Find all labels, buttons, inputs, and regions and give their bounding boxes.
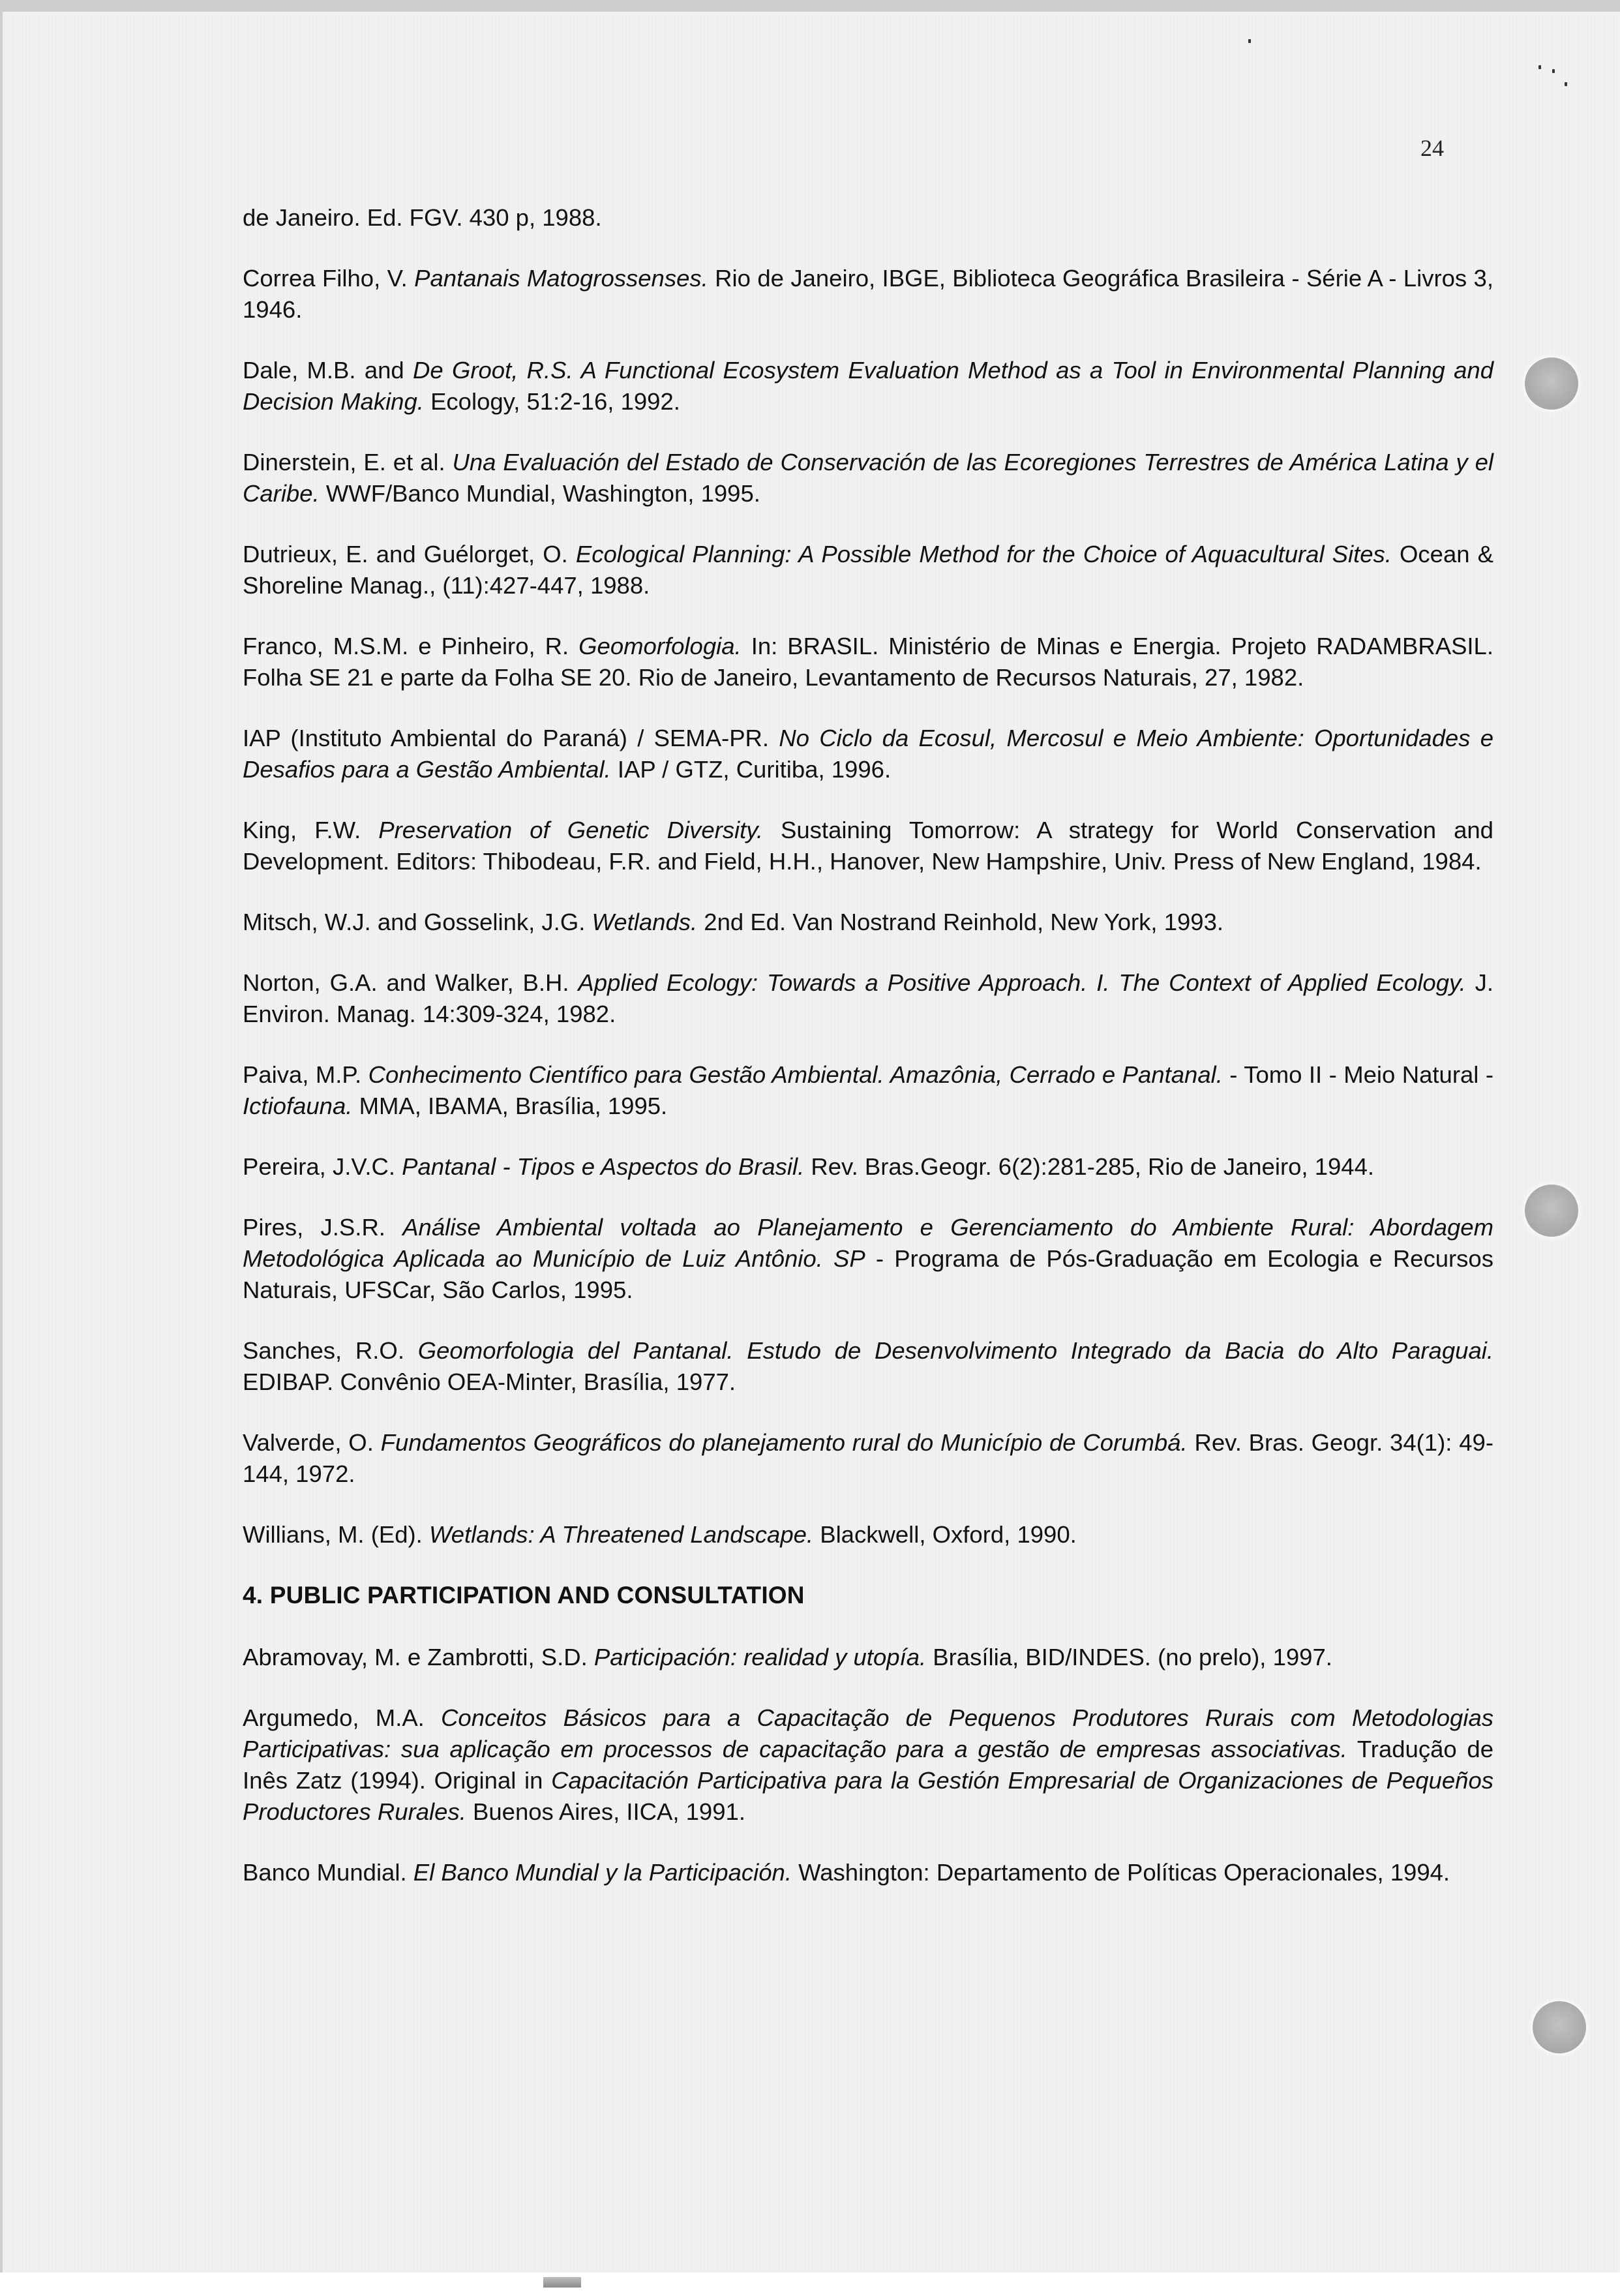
scan-speck [1538,65,1541,69]
reference-entry [243,723,1493,785]
reference-text: Rev. Bras. Geogr. 34(1): 49-144, 1972. [243,1429,1493,1487]
reference-text: Tradução de Inês Zatz (1994). Original in [243,1736,1493,1794]
reference-text: Norton, G.A. and Walker, B.H. [243,969,578,996]
reference-entry [243,263,1493,325]
reference-title: Preservation of Genetic Diversity. [378,817,763,843]
reference-title: Wetlands. [592,909,698,935]
punch-hole-top [1525,357,1578,410]
reference-title: El Banco Mundial y la Participación. [413,1859,792,1886]
reference-text: Valverde, O. [243,1429,381,1456]
reference-title: Conhecimento Científico para Gestão Ambiental. Amazônia, Cerrado e Pantanal. [368,1061,1223,1088]
reference-entry [243,967,1493,1030]
reference-entry [243,1212,1493,1306]
reference-text: MMA, IBAMA, Brasília, 1995. [352,1093,668,1119]
reference-text: 2nd Ed. Van Nostrand Reinhold, New York, 1993. [697,909,1224,935]
reference-text: Paiva, M.P. [243,1061,368,1088]
reference-list [243,202,1493,1550]
reference-text: WWF/Banco Mundial, Washington, 1995. [319,480,760,507]
reference-title: Una Evaluación del Estado de Conservación de las Ecoregiones Terrestres de América Latina y el Caribe. [243,449,1493,507]
reference-title: Análise Ambiental voltada ao Planejamento e Gerenciamento do Ambiente Rural: Abordagem Metodológica Aplicada ao Município de Luiz Antônio. SP [243,1214,1493,1272]
reference-entry [243,1857,1493,1888]
reference-text: Ocean & Shoreline Manag., (11):427-447, 1988. [243,541,1494,599]
page-number: 24 [1420,135,1444,161]
punch-hole-middle [1525,1185,1578,1237]
reference-text: de Janeiro. Ed. FGV. 430 p, 1988. [243,204,602,231]
reference-entry [243,1702,1493,1828]
reference-title: Conceitos Básicos para a Capacitação de Pequenos Produtores Rurais com Metodologias Participativas: sua aplicação em processos de capacitação para a gestão de empresas associativas. [243,1704,1493,1762]
reference-text: Brasília, BID/INDES. (no prelo), 1997. [926,1644,1332,1670]
reference-text: J. Environ. Manag. 14:309-324, 1982. [243,969,1493,1027]
reference-entry [243,1427,1493,1490]
bibliography [243,202,1493,1918]
reference-text: Dale, M.B. and [243,357,413,384]
reference-text: Pereira, J.V.C. [243,1153,402,1180]
reference-text: Sanches, R.O. [243,1337,418,1364]
reference-text: In: BRASIL. Ministério de Minas e Energia. Projeto RADAMBRASIL. Folha SE 21 e parte da Folha SE 20. Rio de Janeiro, Levantamento de Recursos Naturais, 27, 1982. [243,633,1493,691]
reference-title: Geomorfologia. [578,633,742,659]
reference-text: Correa Filho, V. [243,265,415,292]
scan-speck [1248,39,1251,43]
punch-hole-bottom [1533,2001,1586,2053]
reference-entry [243,447,1493,509]
reference-entry [243,907,1493,938]
reference-entry [243,202,1493,234]
reference-text: Willians, M. (Ed). [243,1521,429,1548]
reference-text: King, F.W. [243,817,379,843]
reference-title: No Ciclo da Ecosul, Mercosul e Meio Ambiente: Oportunidades e Desafios para a Gestão Ambiental. [243,725,1493,783]
reference-text: Buenos Aires, IICA, 1991. [466,1798,745,1825]
scan-bottom-margin [0,2273,1620,2296]
reference-text: Dutrieux, E. and Guélorget, O. [243,541,576,567]
reference-title: Fundamentos Geográficos do planejamento rural do Município de Corumbá. [380,1429,1188,1456]
reference-text: - Tomo II - Meio Natural - [1222,1061,1493,1088]
reference-entry [243,815,1493,877]
reference-text: Blackwell, Oxford, 1990. [813,1521,1077,1548]
reference-text: IAP (Instituto Ambiental do Paraná) / SEMA-PR. [243,725,779,751]
reference-text: Mitsch, W.J. and Gosselink, J.G. [243,909,592,935]
reference-text: Banco Mundial. [243,1859,413,1886]
reference-entry [243,1151,1493,1183]
reference-entry [243,1059,1493,1122]
reference-entry [243,355,1493,417]
reference-text: Rio de Janeiro, IBGE, Biblioteca Geográfica Brasileira - Série A - Livros 3, 1946. [243,265,1493,323]
reference-text: IAP / GTZ, Curitiba, 1996. [610,756,892,783]
reference-text: EDIBAP. Convênio OEA-Minter, Brasília, 1977. [243,1368,736,1395]
reference-title: Pantanais Matogrossenses. [414,265,708,292]
reference-entry [243,1642,1493,1673]
reference-text: - Programa de Pós-Graduação em Ecologia e Recursos Naturais, UFSCar, São Carlos, 1995. [243,1245,1493,1303]
section-reference-list [243,1642,1493,1888]
reference-title: Ictiofauna. [243,1093,353,1119]
reference-title: Pantanal - Tipos e Aspectos do Brasil. [402,1153,805,1180]
reference-text: Franco, M.S.M. e Pinheiro, R. [243,633,579,659]
reference-text: Washington: Departamento de Políticas Operacionales, 1994. [792,1859,1450,1886]
reference-title: Applied Ecology: Towards a Positive Approach. I. The Context of Applied Ecology. [578,969,1466,996]
scan-artifact [543,2277,581,2288]
scan-speck [1565,82,1567,86]
reference-text: Ecology, 51:2-16, 1992. [423,388,680,415]
reference-title: Ecological Planning: A Possible Method for the Choice of Aquacultural Sites. [575,541,1392,567]
reference-title: De Groot, R.S. A Functional Ecosystem Evaluation Method as a Tool in Environmental Planning and Decision Making. [243,357,1493,415]
reference-title: Participación: realidad y utopía. [593,1644,927,1670]
reference-text: Argumedo, M.A. [243,1704,442,1731]
reference-title: Geomorfologia del Pantanal. Estudo de Desenvolvimento Integrado da Bacia do Alto Paraguai. [417,1337,1493,1364]
reference-text: Dinerstein, E. et al. [243,449,453,476]
reference-text: Abramovay, M. e Zambrotti, S.D. [243,1644,594,1670]
reference-text: Pires, J.S.R. [243,1214,403,1241]
reference-entry [243,1519,1493,1550]
reference-entry [243,1335,1493,1398]
reference-title: Wetlands: A Threatened Landscape. [428,1521,814,1548]
scan-speck [1552,69,1555,73]
reference-entry [243,539,1493,601]
document-page [3,12,1620,2284]
section-heading: 4. PUBLIC PARTICIPATION AND CONSULTATION [243,1582,805,1609]
reference-text: Sustaining Tomorrow: A strategy for World Conservation and Development. Editors: Thibodeau, F.R. and Field, H.H., Hanover, New Hampshire, Univ. Press of New England, 1984. [243,817,1493,875]
reference-text: Rev. Bras.Geogr. 6(2):281-285, Rio de Janeiro, 1944. [804,1153,1375,1180]
reference-entry [243,631,1493,693]
reference-title: Capacitación Participativa para la Gestión Empresarial de Organizaciones de Pequeños Productores Rurales. [243,1767,1493,1825]
